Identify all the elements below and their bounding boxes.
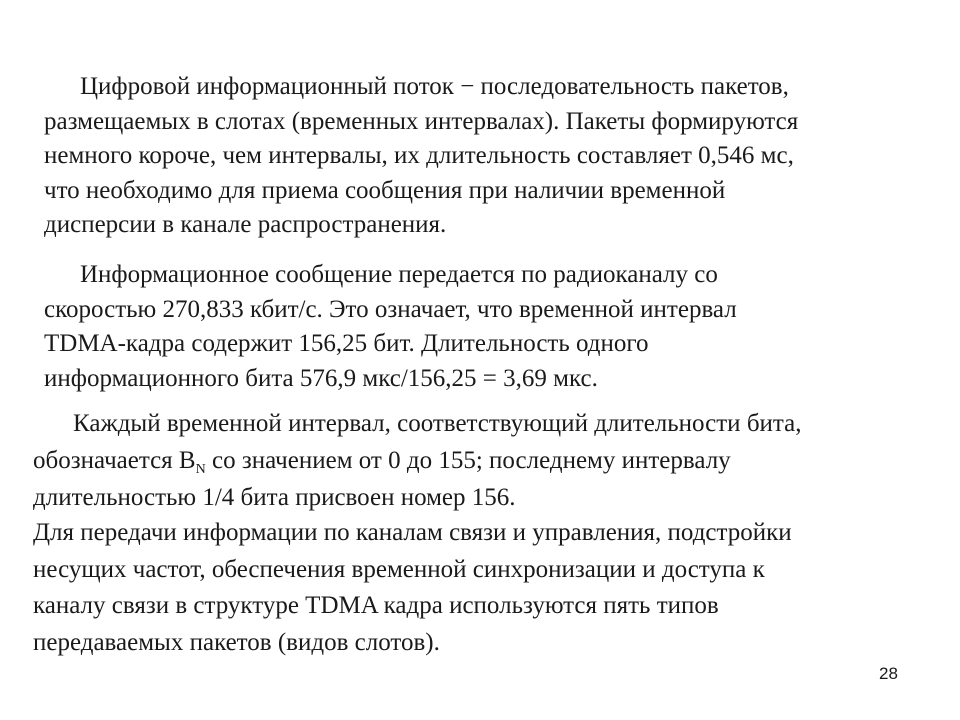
paragraph-bit-intervals: [33, 405, 802, 516]
text-line: размещаемых в слотах (временных интервалах). Пакеты формируются: [44, 107, 799, 135]
text-line: Каждый временной интервал, соответствующий длительности бита,: [73, 410, 802, 437]
text-fragment: обозначается B: [33, 447, 196, 474]
text-line: [33, 442, 802, 479]
text-fragment: со значением от 0 до 155; последнему интервалу: [205, 447, 731, 474]
paragraph-packet-types: [33, 515, 792, 661]
text-line: TDMA-кадра содержит 156,25 бит. Длительность одного: [44, 330, 649, 357]
paragraph-radio-channel: [44, 258, 737, 396]
text-line: Цифровой информационный поток − последовательность пакетов,: [80, 73, 789, 100]
subscript: N: [195, 462, 206, 477]
text-line: каналу связи в структуре TDMA кадра используются пять типов: [33, 592, 719, 619]
text-line: передаваемых пакетов (видов слотов).: [33, 628, 440, 656]
text-line: несущих частот, обеспечения временной синхронизации и доступа к: [33, 555, 765, 583]
text-line: информационного бита 576,9 мкс/156,25 = 3,69 мкс.: [44, 364, 598, 392]
text-line: Информационное сообщение передается по радиоканалу со: [80, 261, 718, 288]
text-line: скоростью 270,833 кбит/с. Это означает, что временной интервал: [44, 295, 737, 323]
text-line: Для передачи информации по каналам связи и управления, подстройки: [33, 519, 792, 546]
page-number: 28: [879, 664, 898, 683]
text-line: длительностью 1/4 бита присвоен номер 156.: [33, 484, 516, 511]
paragraph-digital-stream: [44, 70, 798, 243]
text-line: дисперсии в канале распространения.: [44, 211, 447, 238]
text-line: немного короче, чем интервалы, их длительность составляет 0,546 мс,: [44, 142, 794, 169]
text-line: что необходимо для приема сообщения при наличии временной: [44, 176, 726, 204]
